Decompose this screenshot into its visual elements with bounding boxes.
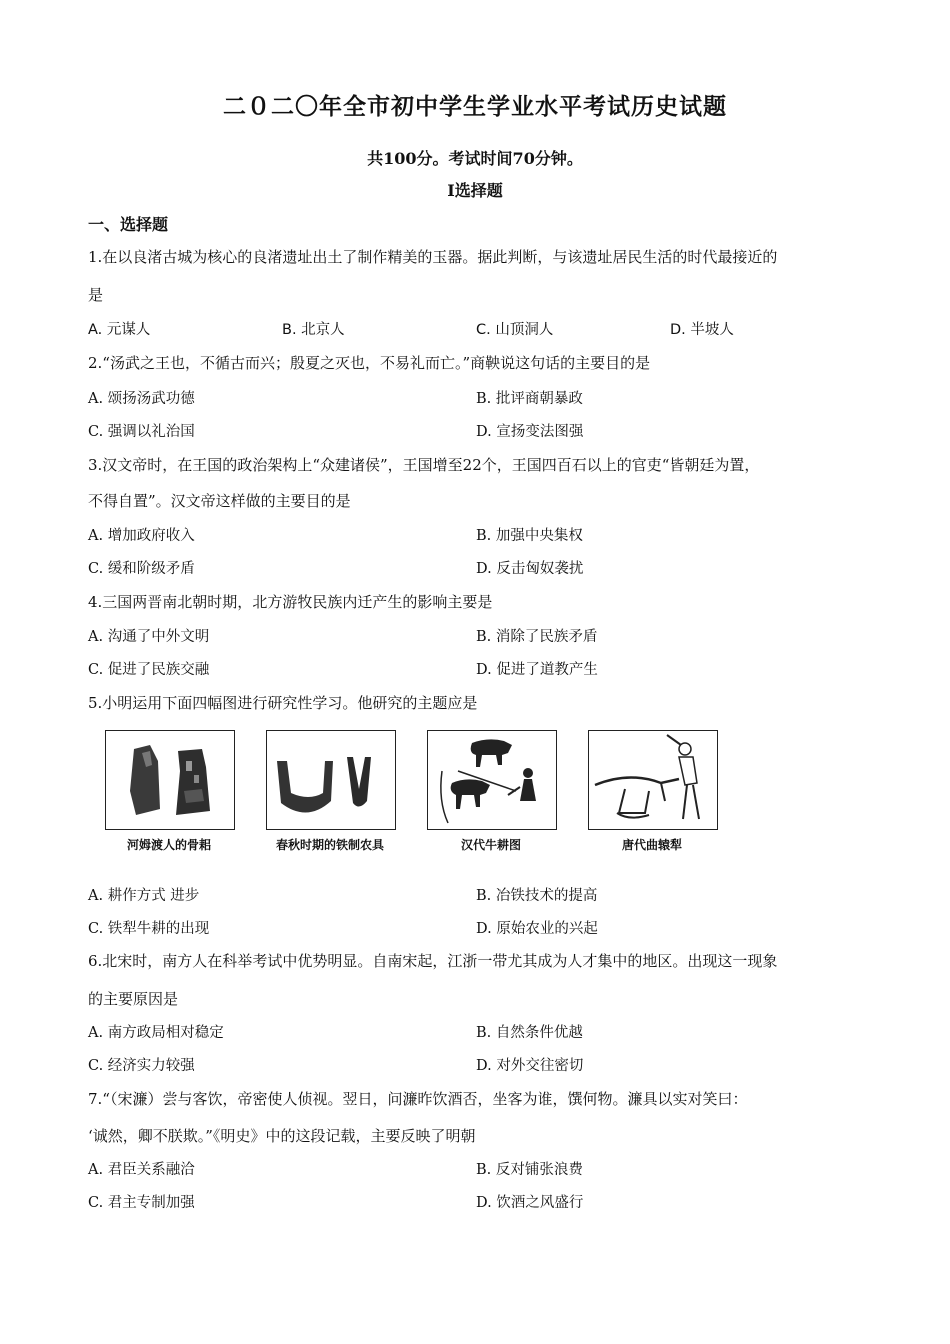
caption-curved-plough: 唐代曲辕犁 [621, 838, 682, 852]
image-iron-tools [266, 730, 396, 830]
question-6-option-c[interactable]: C. 经济实力较强 [88, 1058, 195, 1074]
question-5-option-b[interactable]: B. 冶铁技术的提高 [476, 888, 598, 904]
question-3-option-a[interactable]: A. 增加政府收入 [88, 528, 195, 544]
image-bone-spade [105, 730, 235, 830]
caption-iron-tools: 春秋时期的铁制农具 [275, 838, 384, 852]
question-7-line-2: ‘诚然，卿不朕欺。”《明史》中的这段记载，主要反映了明朝 [88, 1127, 476, 1145]
question-6-option-d[interactable]: D. 对外交往密切 [476, 1058, 584, 1074]
question-4-option-d[interactable]: D. 促进了道教产生 [476, 662, 598, 678]
question-7-option-b[interactable]: B. 反对铺张浪费 [476, 1162, 583, 1178]
section-heading: 一、选择题 [88, 215, 169, 234]
exam-subtitle: 共100分。考试时间70分钟。 [367, 149, 583, 168]
question-2-option-d[interactable]: D. 宣扬变法图强 [476, 424, 584, 440]
question-6-option-a[interactable]: A. 南方政局相对稳定 [88, 1025, 224, 1041]
question-2-option-c[interactable]: C. 强调以礼治国 [88, 424, 195, 440]
question-7-option-a[interactable]: A. 君臣关系融洽 [88, 1162, 195, 1178]
caption-ox-plough: 汉代牛耕图 [460, 838, 521, 852]
question-3-option-c[interactable]: C. 缓和阶级矛盾 [88, 561, 195, 577]
question-5-option-a[interactable]: A. 耕作方式 进步 [88, 888, 200, 904]
question-4-option-c[interactable]: C. 促进了民族交融 [88, 662, 210, 678]
question-4-option-a[interactable]: A. 沟通了中外文明 [88, 629, 210, 645]
question-1-option-b[interactable]: B. 北京人 [282, 322, 345, 338]
question-1-line-1: 1.在以良渚古城为核心的良渚遗址出土了制作精美的玉器。据此判断，与该遗址居民生活的时代最接近的 [88, 248, 778, 266]
question-7-line-1: 7.“（宋濂）尝与客饮，帝密使人侦视。翌日，问濂昨饮酒否，坐客为谁，馔何物。濂具以实对笑曰： [88, 1090, 748, 1108]
question-2-line-1: 2.“汤武之王也，不循古而兴；殷夏之灭也，不易礼而亡。”商鞅说这句话的主要目的是 [88, 354, 651, 372]
question-3-option-d[interactable]: D. 反击匈奴袭扰 [476, 561, 584, 577]
question-2-option-a[interactable]: A. 颂扬汤武功德 [88, 391, 195, 407]
image-curved-plough [588, 730, 718, 830]
question-2-option-b[interactable]: B. 批评商朝暴政 [476, 391, 583, 407]
caption-bone-spade: 河姆渡人的骨耜 [126, 838, 211, 852]
question-1-option-d[interactable]: D. 半坡人 [670, 322, 734, 338]
question-5-option-c[interactable]: C. 铁犁牛耕的出现 [88, 921, 210, 937]
exam-title: 二０二〇年全市初中学生学业水平考试历史试题 [223, 93, 727, 120]
question-5-option-d[interactable]: D. 原始农业的兴起 [476, 921, 598, 937]
question-1-option-a[interactable]: A. 元谋人 [88, 322, 151, 338]
question-6-option-b[interactable]: B. 自然条件优越 [476, 1025, 583, 1041]
image-ox-plough [427, 730, 557, 830]
question-3-line-2: 不得自置”。汉文帝这样做的主要目的是 [88, 492, 351, 510]
part-heading: I选择题 [447, 181, 503, 200]
question-7-option-d[interactable]: D. 饮酒之风盛行 [476, 1195, 584, 1211]
question-6-line-1: 6.北宋时，南方人在科举考试中优势明显。自南宋起，江浙一带尤其成为人才集中的地区。出现这一现象 [88, 952, 778, 970]
question-5-line-1: 5.小明运用下面四幅图进行研究性学习。他研究的主题应是 [88, 694, 478, 712]
question-4-line-1: 4.三国两晋南北朝时期，北方游牧民族内迁产生的影响主要是 [88, 593, 493, 611]
question-4-option-b[interactable]: B. 消除了民族矛盾 [476, 629, 598, 645]
question-3-option-b[interactable]: B. 加强中央集权 [476, 528, 583, 544]
question-1-line-2: 是 [88, 286, 104, 304]
question-3-line-1: 3.汉文帝时，在王国的政治架构上“众建诸侯”，王国增至22个，王国四百石以上的官吏“皆朝廷为置， [88, 456, 760, 474]
question-1-option-c[interactable]: C. 山顶洞人 [476, 322, 554, 338]
question-7-option-c[interactable]: C. 君主专制加强 [88, 1195, 195, 1211]
question-6-line-2: 的主要原因是 [88, 990, 179, 1008]
